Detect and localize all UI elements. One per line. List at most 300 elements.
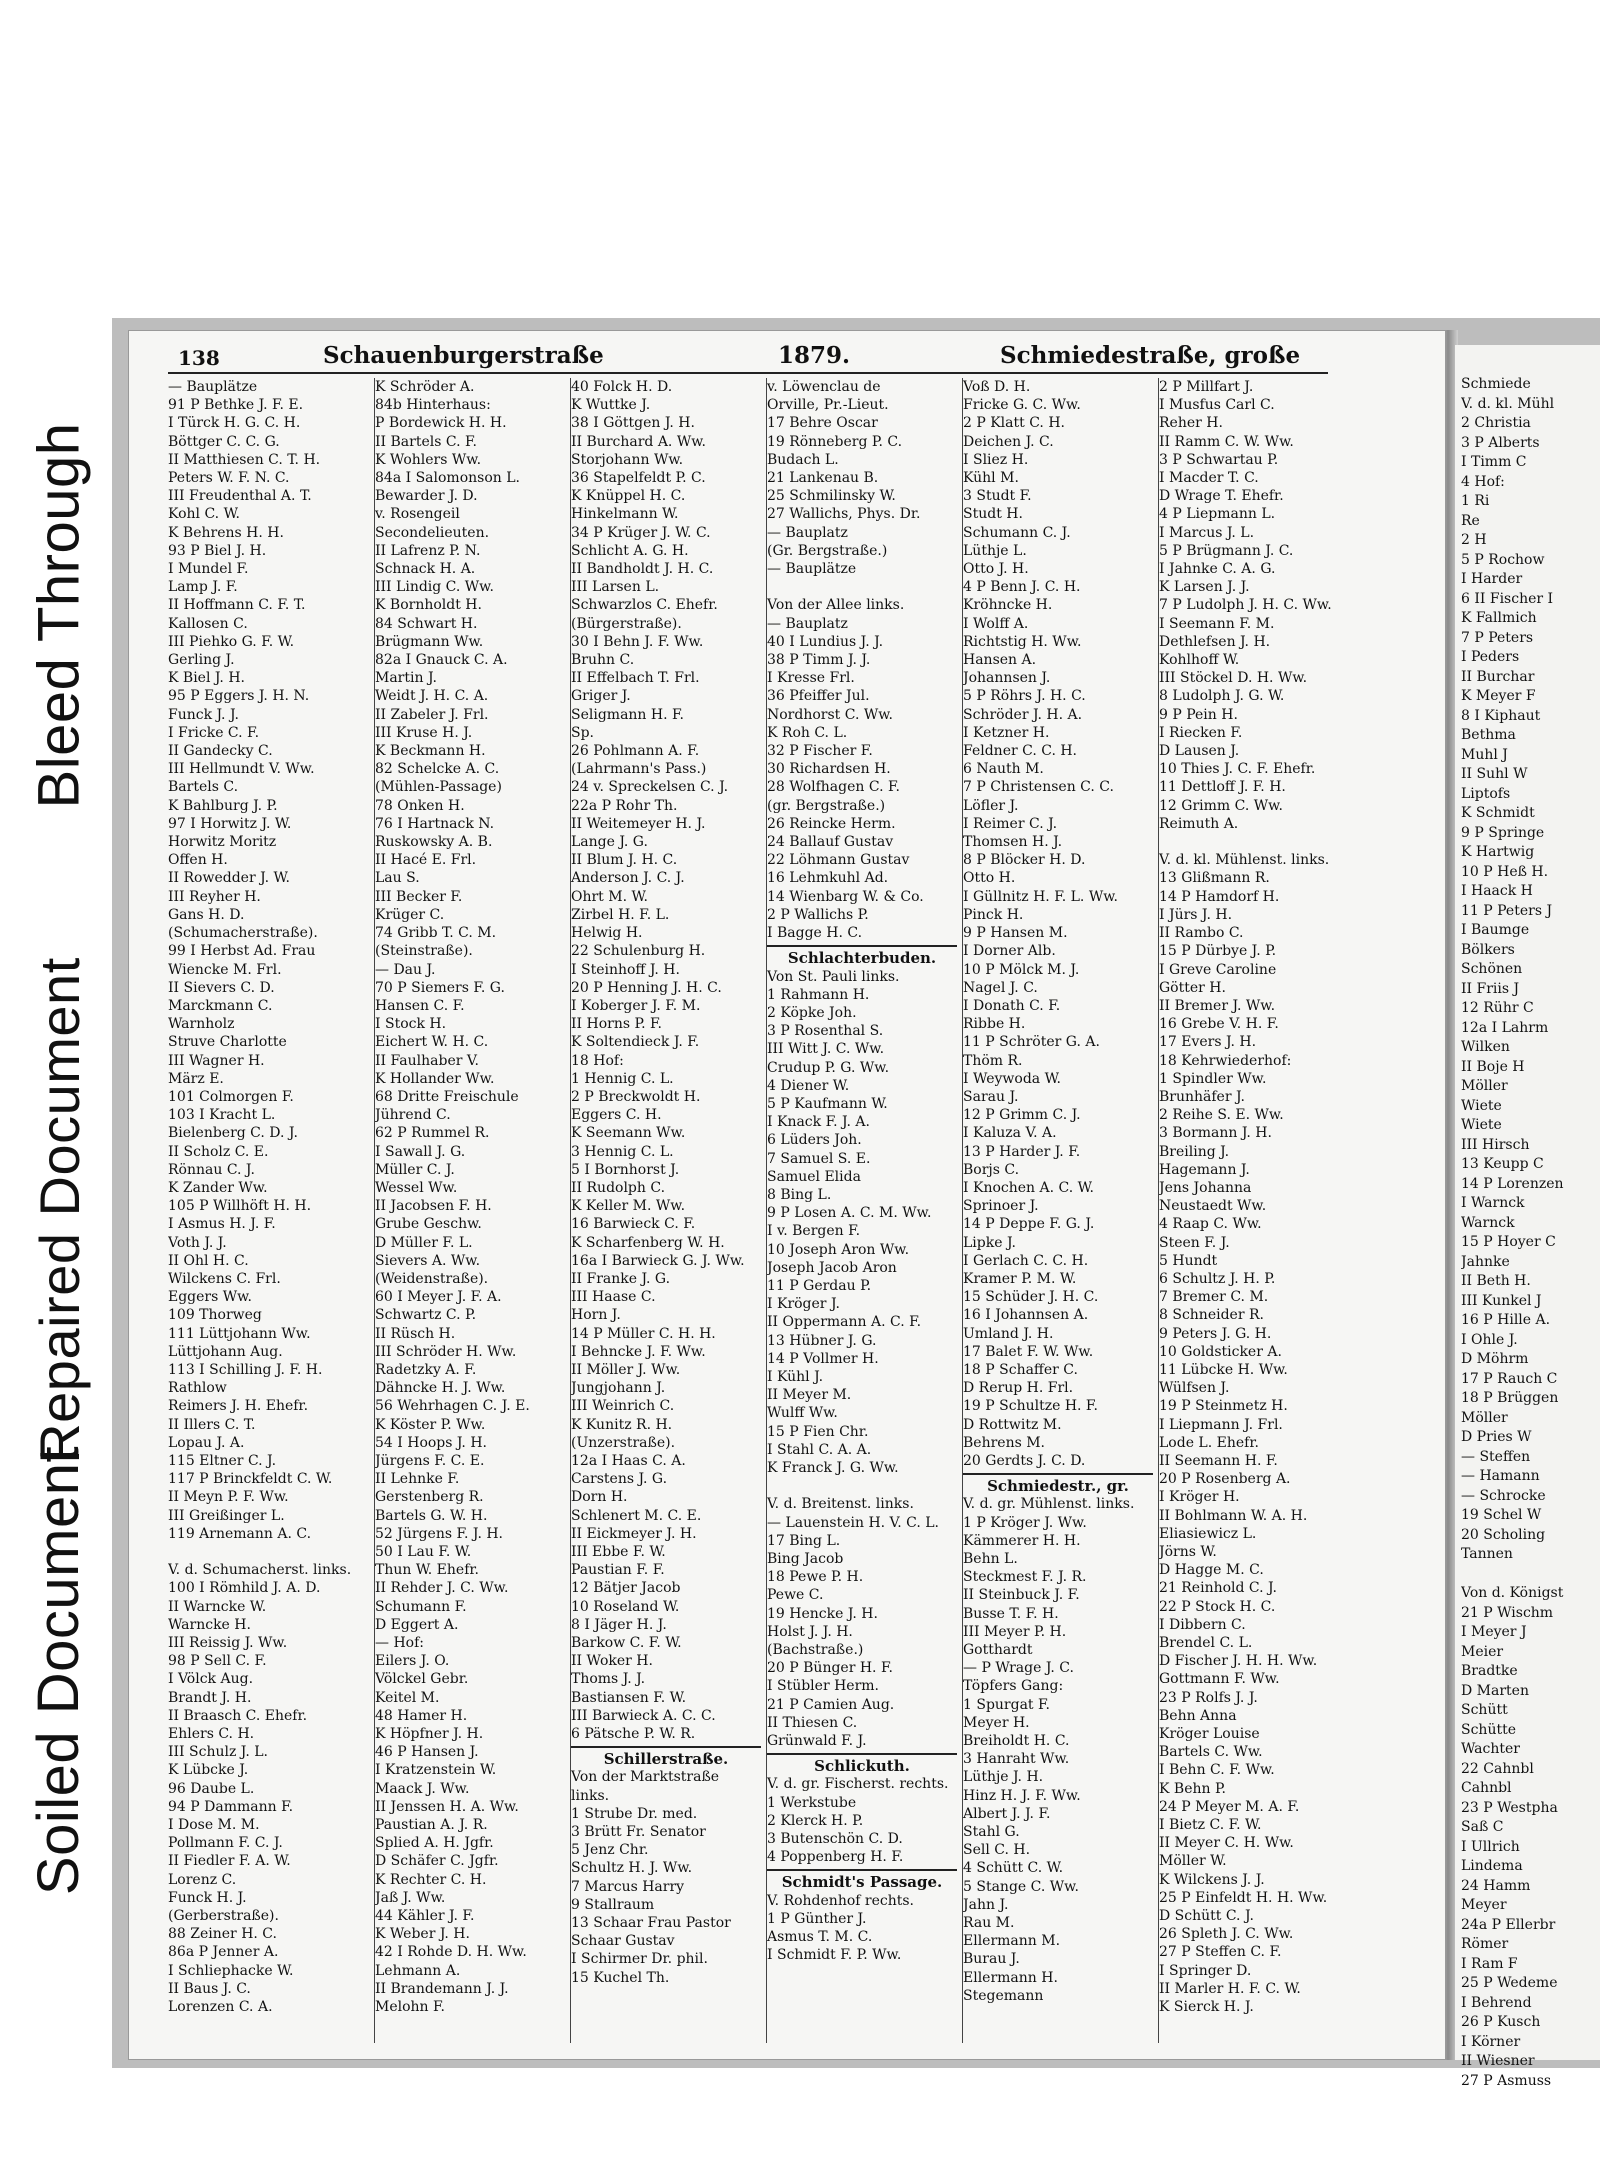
directory-entry: Schlicht A. G. H. bbox=[571, 542, 689, 559]
section-heading: Schmiedestr., gr. bbox=[963, 1473, 1153, 1495]
directory-entry: (gr. Bergstraße.) bbox=[767, 797, 886, 814]
directory-entry: III Freudenthal A. T. bbox=[168, 488, 312, 505]
directory-entry: III Larsen L. bbox=[571, 579, 660, 596]
directory-entry: D Hagge M. C. bbox=[1159, 1562, 1264, 1579]
directory-entry: 2 P Breckwoldt H. bbox=[571, 1088, 701, 1105]
directory-entry: 8 Bing L. bbox=[767, 1186, 832, 1203]
directory-entry: 7 Marcus Harry bbox=[571, 1878, 685, 1895]
directory-entry: 117 P Brinckfeldt C. W. bbox=[168, 1471, 333, 1488]
directory-entry: Hansen A. bbox=[963, 652, 1037, 669]
directory-entry: 2 Köpke Joh. bbox=[767, 1004, 857, 1021]
directory-entry: 30 I Behn J. F. Ww. bbox=[571, 633, 704, 650]
directory-entry: 1 P Günther J. bbox=[767, 1910, 867, 1927]
directory-entry: Von d. Königst bbox=[1461, 1585, 1564, 1601]
section-heading: Schlickuth. bbox=[767, 1753, 957, 1775]
directory-entry: 99 I Herbst Ad. Frau bbox=[168, 943, 316, 960]
directory-entry: Eliasiewicz L. bbox=[1159, 1525, 1257, 1542]
directory-column-1 bbox=[168, 378, 368, 2043]
directory-entry: III Becker F. bbox=[375, 888, 463, 905]
directory-entry: Sprinoer J. bbox=[963, 1198, 1039, 1215]
directory-entry: (Schumacherstraße). bbox=[168, 925, 318, 942]
directory-entry: Hagemann J. bbox=[1159, 1161, 1250, 1178]
directory-entry: 2 P Klatt C. H. bbox=[963, 415, 1065, 432]
directory-entry: D Eggert A. bbox=[375, 1616, 459, 1633]
directory-entry: Offen H. bbox=[168, 852, 228, 869]
directory-entry: Feldner C. C. H. bbox=[963, 743, 1078, 760]
directory-entry: 4 Raap C. Ww. bbox=[1159, 1216, 1262, 1233]
directory-entry: 88 Zeiner H. C. bbox=[168, 1926, 277, 1943]
directory-entry: II Meyer C. H. Ww. bbox=[1159, 1835, 1294, 1852]
directory-entry: Kohlhoff W. bbox=[1159, 652, 1240, 669]
directory-entry: K Hollander Ww. bbox=[375, 1070, 495, 1087]
directory-entry: 20 P Rosenberg A. bbox=[1159, 1471, 1291, 1488]
directory-entry: K Köster P. Ww. bbox=[375, 1416, 486, 1433]
directory-entry: D Möhrm bbox=[1461, 1351, 1529, 1367]
directory-entry: II Hoffmann C. F. T. bbox=[168, 597, 306, 614]
directory-entry: K Wuttke J. bbox=[571, 397, 651, 414]
directory-entry: Von der Marktstraße bbox=[571, 1769, 720, 1786]
directory-entry: 113 I Schilling J. F. H. bbox=[168, 1361, 323, 1378]
directory-entry: II Zabeler J. Frl. bbox=[375, 706, 489, 723]
directory-entry: Dorn H. bbox=[571, 1489, 628, 1506]
directory-entry: Sievers A. Ww. bbox=[375, 1252, 481, 1269]
directory-entry: K Hartwig bbox=[1461, 844, 1535, 860]
directory-entry: D Pries W bbox=[1461, 1429, 1532, 1445]
directory-entry: Asmus T. M. C. bbox=[767, 1929, 873, 1946]
directory-entry: I Kühl J. bbox=[767, 1368, 824, 1385]
directory-entry: Brandt J. H. bbox=[168, 1689, 252, 1706]
directory-entry: 115 Eltner C. J. bbox=[168, 1452, 277, 1469]
directory-entry: K Seemann Ww. bbox=[571, 1125, 686, 1142]
directory-entry: Thoms J. J. bbox=[571, 1671, 646, 1688]
directory-entry: 26 Spleth J. C. Ww. bbox=[1159, 1926, 1294, 1943]
directory-entry: II Horns P. F. bbox=[571, 1016, 662, 1033]
directory-entry: Zirbel H. F. L. bbox=[571, 906, 670, 923]
directory-entry: 50 I Lau F. W. bbox=[375, 1544, 472, 1560]
directory-entry: Voß D. H. bbox=[963, 379, 1031, 395]
directory-entry: II Suhl W bbox=[1461, 766, 1528, 782]
directory-entry: Barkow C. F. W. bbox=[571, 1635, 682, 1652]
directory-entry: Busse T. F. H. bbox=[963, 1605, 1059, 1622]
directory-entry: 1 Hennig C. L. bbox=[571, 1070, 674, 1087]
directory-entry: 19 P Schultze H. F. bbox=[963, 1398, 1098, 1415]
directory-entry: 11 P Gerdau P. bbox=[767, 1277, 872, 1294]
directory-entry: I Jahnke C. A. G. bbox=[1159, 561, 1276, 578]
directory-entry: 12 Rühr C bbox=[1461, 1000, 1534, 1016]
directory-entry: II Brandemann J. J. bbox=[375, 1980, 509, 1997]
directory-entry: Lorenz C. bbox=[168, 1871, 237, 1888]
directory-entry: I Harder bbox=[1461, 571, 1523, 587]
directory-entry: D Marten bbox=[1461, 1682, 1529, 1699]
directory-entry: 15 Schüder J. H. C. bbox=[963, 1289, 1099, 1306]
directory-entry: 14 P Müller C. H. H. bbox=[571, 1325, 716, 1342]
directory-entry: I v. Bergen F. bbox=[767, 1223, 861, 1240]
directory-entry: Nagel J. C. bbox=[963, 979, 1038, 996]
directory-entry: Bartels C. bbox=[168, 779, 239, 796]
directory-entry: Johannsen J. bbox=[963, 670, 1051, 687]
directory-entry: I Schmidt F. P. Ww. bbox=[767, 1947, 902, 1964]
directory-entry: Bölkers bbox=[1461, 941, 1515, 958]
directory-entry: Pinck H. bbox=[963, 906, 1024, 923]
directory-entry: 9 Stallraum bbox=[571, 1896, 655, 1913]
directory-entry: 4 Schütt C. W. bbox=[963, 1860, 1064, 1877]
directory-entry: Jörns W. bbox=[1159, 1544, 1217, 1560]
directory-entry: 8 I Jäger H. J. bbox=[571, 1616, 667, 1633]
directory-entry: K Rechter C. H. bbox=[375, 1871, 487, 1888]
directory-entry: Breiholdt H. C. bbox=[963, 1733, 1070, 1750]
directory-entry: D Fischer J. H. H. Ww. bbox=[1159, 1653, 1318, 1670]
directory-entry: II Braasch C. Ehefr. bbox=[168, 1707, 308, 1724]
directory-entry: Reher H. bbox=[1159, 415, 1223, 432]
directory-entry: II Eickmeyer J. H. bbox=[571, 1525, 697, 1542]
directory-entry: Warnck bbox=[1461, 1214, 1515, 1231]
directory-entry: I Reimer C. J. bbox=[963, 815, 1058, 832]
directory-entry: D Schäfer C. Jgfr. bbox=[375, 1853, 499, 1870]
directory-entry: Lamp J. F. bbox=[168, 579, 238, 596]
directory-entry: K Zander Ww. bbox=[168, 1179, 268, 1196]
directory-entry: D Schütt C. J. bbox=[1159, 1908, 1254, 1925]
directory-entry: 5 Stange C. Ww. bbox=[963, 1878, 1079, 1895]
directory-entry: Kröger Louise bbox=[1159, 1726, 1260, 1743]
directory-entry: P Bordewick H. H. bbox=[375, 415, 507, 432]
directory-entry: II Meyer M. bbox=[767, 1387, 852, 1404]
directory-entry: I Güllnitz H. F. L. Ww. bbox=[963, 888, 1118, 905]
directory-entry: Horwitz Moritz bbox=[168, 834, 277, 851]
directory-entry: I Fricke C. F. bbox=[168, 724, 260, 741]
directory-entry: Hansen C. F. bbox=[375, 997, 465, 1014]
directory-entry: Schnack H. A. bbox=[375, 561, 476, 578]
label-repaired-document-text: Repaired Document bbox=[27, 956, 91, 1464]
directory-entry: 74 Gribb T. C. M. bbox=[375, 925, 497, 942]
directory-entry: Schumann F. bbox=[375, 1598, 467, 1615]
directory-entry: — Steffen bbox=[1461, 1448, 1531, 1465]
directory-entry: 7 Samuel S. E. bbox=[767, 1150, 871, 1167]
directory-entry: Böttger C. C. G. bbox=[168, 433, 280, 450]
directory-entry: Behn Anna bbox=[1159, 1707, 1237, 1724]
directory-entry: Müller C. J. bbox=[375, 1161, 455, 1178]
directory-entry: 7 P Peters bbox=[1461, 629, 1534, 646]
directory-entry: 15 P Fien Chr. bbox=[767, 1423, 869, 1440]
directory-entry: Steen F. J. bbox=[1159, 1234, 1230, 1251]
right-page-column bbox=[1461, 375, 1596, 2091]
directory-entry: II Matthiesen C. T. H. bbox=[168, 451, 321, 468]
directory-entry: v. Löwenclau de bbox=[767, 379, 881, 395]
directory-entry: Eggers C. H. bbox=[571, 1107, 662, 1124]
directory-entry: 22 Schulenburg H. bbox=[571, 943, 706, 960]
directory-entry: Lindema bbox=[1461, 1858, 1523, 1874]
directory-entry: Lau S. bbox=[375, 870, 420, 887]
directory-entry: Tannen bbox=[1461, 1546, 1513, 1562]
directory-entry: II Meyn P. F. Ww. bbox=[168, 1489, 289, 1506]
directory-entry: Grünwald F. J. bbox=[767, 1733, 867, 1750]
directory-entry: 19 Hencke J. H. bbox=[767, 1605, 878, 1622]
directory-entry: Schultz H. J. Ww. bbox=[571, 1860, 693, 1877]
directory-entry: Samuel Elida bbox=[767, 1168, 861, 1185]
directory-entry: Hinkelmann W. bbox=[571, 506, 679, 523]
directory-entry: Weidt J. H. C. A. bbox=[375, 688, 489, 705]
directory-entry: I Knochen A. C. W. bbox=[963, 1179, 1095, 1196]
directory-entry: 25 Schmilinsky W. bbox=[767, 488, 896, 505]
directory-entry: K Biel J. H. bbox=[168, 670, 245, 687]
directory-entry: Möller bbox=[1461, 1409, 1508, 1426]
directory-entry: 9 P Hansen M. bbox=[963, 925, 1068, 942]
directory-entry: Lange J. G. bbox=[571, 834, 648, 851]
directory-entry: III Ebbe F. W. bbox=[571, 1544, 666, 1560]
directory-entry: 14 P Hamdorf H. bbox=[1159, 888, 1280, 905]
directory-entry: Rau M. bbox=[963, 1915, 1015, 1932]
directory-entry: 95 P Eggers J. H. N. bbox=[168, 688, 310, 705]
directory-entry: — Hamann bbox=[1461, 1468, 1540, 1484]
right-running-title: Schmiedestraße, große bbox=[1000, 342, 1301, 369]
directory-entry: K Keller M. Ww. bbox=[571, 1198, 686, 1215]
directory-entry: Wiencke M. Frl. bbox=[168, 961, 282, 978]
directory-entry: Burau J. bbox=[963, 1951, 1020, 1968]
directory-entry: II Burchard A. Ww. bbox=[571, 433, 706, 450]
directory-entry: D Rottwitz M. bbox=[963, 1416, 1062, 1433]
directory-entry: II Effelbach T. Frl. bbox=[571, 670, 700, 687]
directory-entry: Bartels C. Ww. bbox=[1159, 1744, 1263, 1761]
directory-entry: I Baumge bbox=[1461, 922, 1530, 938]
directory-entry: 60 I Meyer J. F. A. bbox=[375, 1289, 502, 1306]
directory-entry: Nordhorst C. Ww. bbox=[767, 706, 894, 723]
directory-entry: Eilers J. O. bbox=[375, 1653, 450, 1670]
directory-entry: I Dorner Alb. bbox=[963, 943, 1056, 960]
directory-entry: II Ohl H. C. bbox=[168, 1252, 249, 1269]
directory-entry: Hinz H. J. F. Ww. bbox=[963, 1787, 1081, 1804]
directory-entry: 20 P Bünger H. F. bbox=[767, 1660, 893, 1677]
directory-entry: — Hof: bbox=[375, 1635, 424, 1652]
directory-entry: 6 Lüders Joh. bbox=[767, 1132, 862, 1149]
directory-entry: 70 P Siemers F. G. bbox=[375, 979, 505, 996]
directory-entry: 18 Hof: bbox=[571, 1052, 624, 1069]
directory-entry: Fricke G. C. Ww. bbox=[963, 397, 1081, 414]
directory-entry: 96 Daube L. bbox=[168, 1780, 255, 1797]
directory-entry: v. Rosengeil bbox=[375, 506, 460, 523]
directory-entry: Löfler J. bbox=[963, 797, 1019, 814]
directory-entry: K Larsen J. J. bbox=[1159, 579, 1250, 596]
directory-entry: 3 P Alberts bbox=[1461, 434, 1540, 451]
directory-entry: 62 P Rummel R. bbox=[375, 1125, 490, 1142]
directory-entry: 84a I Salomonson L. bbox=[375, 470, 520, 487]
directory-entry: 82a I Gnauck C. A. bbox=[375, 652, 508, 669]
directory-entry: 9 P Pein H. bbox=[1159, 706, 1238, 723]
directory-entry: Borjs C. bbox=[963, 1161, 1020, 1178]
directory-entry: 5 P Brügmann J. C. bbox=[1159, 542, 1294, 559]
directory-entry: Schröder J. H. A. bbox=[963, 706, 1083, 723]
directory-entry: II Ramm C. W. Ww. bbox=[1159, 433, 1294, 450]
directory-entry: 76 I Hartnack N. bbox=[375, 815, 495, 832]
directory-entry: II Beth H. bbox=[1461, 1273, 1531, 1289]
directory-entry bbox=[767, 1477, 957, 1495]
directory-entry: III Meyer P. H. bbox=[963, 1623, 1067, 1640]
directory-entry: Möller bbox=[1461, 1078, 1508, 1094]
directory-entry: Melohn F. bbox=[375, 1999, 445, 2016]
directory-entry: K Meyer F bbox=[1461, 688, 1536, 704]
directory-entry: Brunhäfer J. bbox=[1159, 1088, 1245, 1105]
directory-entry: Lode L. Ehefr. bbox=[1159, 1434, 1259, 1451]
directory-entry: Bastiansen F. W. bbox=[571, 1689, 687, 1706]
directory-entry: 4 Poppenberg H. F. bbox=[767, 1849, 904, 1866]
directory-entry: K Schmidt bbox=[1461, 805, 1535, 821]
directory-entry: 3 Brütt Fr. Senator bbox=[571, 1824, 706, 1841]
directory-entry: K Wohlers Ww. bbox=[375, 451, 482, 468]
directory-entry: 5 Jenz Chr. bbox=[571, 1842, 649, 1859]
directory-entry: — Bauplatz bbox=[767, 524, 848, 541]
directory-entry: I Timm C bbox=[1461, 454, 1527, 470]
directory-entry: 28 Wolfhagen C. F. bbox=[767, 779, 900, 796]
directory-entry: I Knack F. J. A. bbox=[767, 1114, 870, 1131]
directory-entry: Bethma bbox=[1461, 727, 1516, 743]
directory-entry: Struve Charlotte bbox=[168, 1034, 287, 1051]
directory-entry: Wiete bbox=[1461, 1117, 1502, 1133]
directory-entry: Völckel Gebr. bbox=[375, 1671, 469, 1688]
directory-entry: 2 Christia bbox=[1461, 415, 1531, 431]
directory-entry: II Faulhaber V. bbox=[375, 1052, 479, 1069]
section-heading: Schlachterbuden. bbox=[767, 945, 957, 967]
directory-entry: — Bauplätze bbox=[168, 379, 258, 395]
directory-entry: Bielenberg C. D. J. bbox=[168, 1125, 298, 1142]
directory-entry: 25 P Wedeme bbox=[1461, 1975, 1558, 1991]
directory-entry: Thun W. Ehefr. bbox=[375, 1562, 479, 1579]
directory-entry: 1 Werkstube bbox=[767, 1794, 857, 1811]
directory-entry: I Stock H. bbox=[375, 1016, 447, 1033]
directory-entry: (Gerberstraße). bbox=[168, 1908, 279, 1925]
directory-entry: Brügmann Ww. bbox=[375, 633, 484, 650]
directory-entry: 12 P Grimm C. J. bbox=[963, 1107, 1081, 1124]
directory-entry: II Wiesner bbox=[1461, 2053, 1535, 2069]
directory-entry: 11 Dettloff J. F. H. bbox=[1159, 779, 1286, 796]
directory-entry: 54 I Hoops J. H. bbox=[375, 1434, 487, 1451]
directory-entry: III Witt J. C. Ww. bbox=[767, 1041, 885, 1058]
directory-entry: K Schröder A. bbox=[375, 379, 475, 395]
directory-entry: Splied A. H. Jgfr. bbox=[375, 1835, 494, 1852]
directory-entry: Meyer H. bbox=[963, 1714, 1030, 1731]
directory-entry: I Behn C. F. Ww. bbox=[1159, 1762, 1275, 1779]
directory-entry: 2 P Millfart J. bbox=[1159, 379, 1254, 395]
directory-entry: 44 Kähler J. F. bbox=[375, 1908, 475, 1925]
directory-entry: I Ram F bbox=[1461, 1955, 1518, 1972]
directory-entry: D Lausen J. bbox=[1159, 743, 1240, 760]
directory-entry: 12a I Haas C. A. bbox=[571, 1452, 686, 1469]
directory-entry: Seligmann H. F. bbox=[571, 706, 684, 723]
directory-entry: 17 Evers J. H. bbox=[1159, 1034, 1257, 1051]
directory-entry: II Rudolph C. bbox=[571, 1179, 666, 1196]
directory-entry: V. d. kl. Mühlenst. links. bbox=[1159, 852, 1330, 869]
directory-entry: links. bbox=[571, 1787, 610, 1804]
directory-entry: Ruskowsky A. B. bbox=[375, 834, 493, 851]
directory-entry: 12 Grimm C. Ww. bbox=[1159, 797, 1283, 814]
directory-entry: Götter H. bbox=[1159, 979, 1226, 996]
directory-entry: 30 Richardsen H. bbox=[767, 761, 891, 778]
directory-entry: I Kratzenstein W. bbox=[375, 1762, 497, 1779]
directory-entry: I Kresse Frl. bbox=[767, 670, 855, 687]
directory-entry: Liptofs bbox=[1461, 785, 1511, 802]
directory-entry: 8 Schneider R. bbox=[1159, 1307, 1264, 1324]
directory-entry: 21 Reinhold C. J. bbox=[1159, 1580, 1278, 1597]
directory-entry: Warnholz bbox=[168, 1016, 235, 1033]
directory-entry: 3 Studt F. bbox=[963, 488, 1032, 505]
directory-entry: 4 Diener W. bbox=[767, 1077, 850, 1094]
directory-entry: III Weinrich C. bbox=[571, 1398, 675, 1415]
directory-entry: II Hacé E. Frl. bbox=[375, 852, 477, 869]
directory-entry: 21 P Wischm bbox=[1461, 1604, 1554, 1621]
directory-entry: Wachter bbox=[1461, 1741, 1520, 1757]
directory-entry: III Kunkel J bbox=[1461, 1292, 1542, 1309]
directory-entry: 1 Ri bbox=[1461, 493, 1490, 509]
directory-entry: Wessel Ww. bbox=[375, 1179, 458, 1196]
directory-entry: 82 Schelcke A. C. bbox=[375, 761, 500, 778]
directory-entry: 2 P Wallichs P. bbox=[767, 906, 869, 923]
section-heading: Schillerstraße. bbox=[571, 1746, 761, 1768]
directory-entry: 3 P Rosenthal S. bbox=[767, 1023, 884, 1040]
directory-entry: I Macder T. C. bbox=[1159, 470, 1259, 487]
directory-entry: Warncke H. bbox=[168, 1616, 251, 1633]
directory-entry: 22a P Rohr Th. bbox=[571, 797, 678, 814]
directory-entry: I Sawall J. G. bbox=[375, 1143, 466, 1160]
year-title: 1879. bbox=[778, 342, 851, 369]
directory-entry: 91 P Bethke J. F. E. bbox=[168, 397, 304, 414]
directory-entry: Thöm R. bbox=[963, 1052, 1023, 1069]
directory-entry: II Boje H bbox=[1461, 1058, 1525, 1075]
directory-entry: 14 P Lorenzen bbox=[1461, 1175, 1564, 1192]
directory-entry: 1 Spurgat F. bbox=[963, 1696, 1050, 1713]
directory-entry: I Behrend bbox=[1461, 1994, 1532, 2011]
directory-entry: I Riecken F. bbox=[1159, 724, 1243, 741]
directory-column-2 bbox=[374, 378, 565, 2043]
directory-entry: Dethlefsen J. H. bbox=[1159, 633, 1271, 650]
directory-entry: 22 Löhmann Gustav bbox=[767, 852, 910, 869]
directory-entry: (Bürgerstraße). bbox=[571, 615, 682, 632]
directory-entry: Brendel C. L. bbox=[1159, 1635, 1253, 1652]
directory-entry bbox=[767, 578, 957, 596]
directory-entry: 6 Schultz J. H. P. bbox=[1159, 1270, 1276, 1287]
directory-entry: 94 P Dammann F. bbox=[168, 1798, 294, 1815]
directory-entry: 2 H bbox=[1461, 532, 1487, 548]
directory-entry: I Asmus H. J. F. bbox=[168, 1216, 276, 1233]
directory-entry: I Dibbern C. bbox=[1159, 1616, 1246, 1633]
directory-entry: I Behncke J. F. Ww. bbox=[571, 1343, 706, 1360]
directory-entry: 22 Cahnbl bbox=[1461, 1760, 1534, 1777]
directory-entry: 10 Goldsticker A. bbox=[1159, 1343, 1282, 1360]
directory-entry: Lehmann A. bbox=[375, 1962, 461, 1979]
directory-entry: 22 P Stock H. C. bbox=[1159, 1598, 1276, 1615]
directory-entry: Keitel M. bbox=[375, 1689, 440, 1706]
directory-entry: 105 P Willhöft H. H. bbox=[168, 1198, 312, 1215]
directory-entry: 10 Joseph Aron Ww. bbox=[767, 1241, 910, 1258]
directory-entry: Meyer bbox=[1461, 1897, 1507, 1913]
directory-entry: III Kruse H. J. bbox=[375, 724, 473, 741]
directory-entry: I Ohle J. bbox=[1461, 1331, 1518, 1348]
directory-entry: II Bohlmann W. A. H. bbox=[1159, 1507, 1308, 1524]
directory-entry: 12a I Lahrm bbox=[1461, 1019, 1549, 1036]
directory-entry: — Schrocke bbox=[1461, 1487, 1546, 1504]
directory-entry: Dähncke H. J. Ww. bbox=[375, 1380, 506, 1397]
directory-entry: 13 P Harder J. F. bbox=[963, 1143, 1081, 1160]
directory-column-6 bbox=[1158, 378, 1349, 2043]
directory-entry: Kohl C. W. bbox=[168, 506, 240, 523]
directory-entry: I Stahl C. A. A. bbox=[767, 1441, 872, 1458]
directory-entry: Joseph Jacob Aron bbox=[767, 1259, 897, 1276]
directory-entry: Wulff Ww. bbox=[767, 1405, 838, 1422]
directory-entry: D Müller F. L. bbox=[375, 1234, 473, 1251]
directory-entry: 32 P Fischer F. bbox=[767, 743, 873, 760]
directory-entry: Studt H. bbox=[963, 506, 1023, 523]
directory-entry: Martin J. bbox=[375, 670, 437, 687]
directory-entry: V. d. gr. Mühlenst. links. bbox=[963, 1496, 1135, 1513]
directory-entry: Breiling J. bbox=[1159, 1143, 1230, 1160]
directory-entry: Maack J. Ww. bbox=[375, 1780, 470, 1797]
directory-entry: Richtstig H. Ww. bbox=[963, 633, 1082, 650]
